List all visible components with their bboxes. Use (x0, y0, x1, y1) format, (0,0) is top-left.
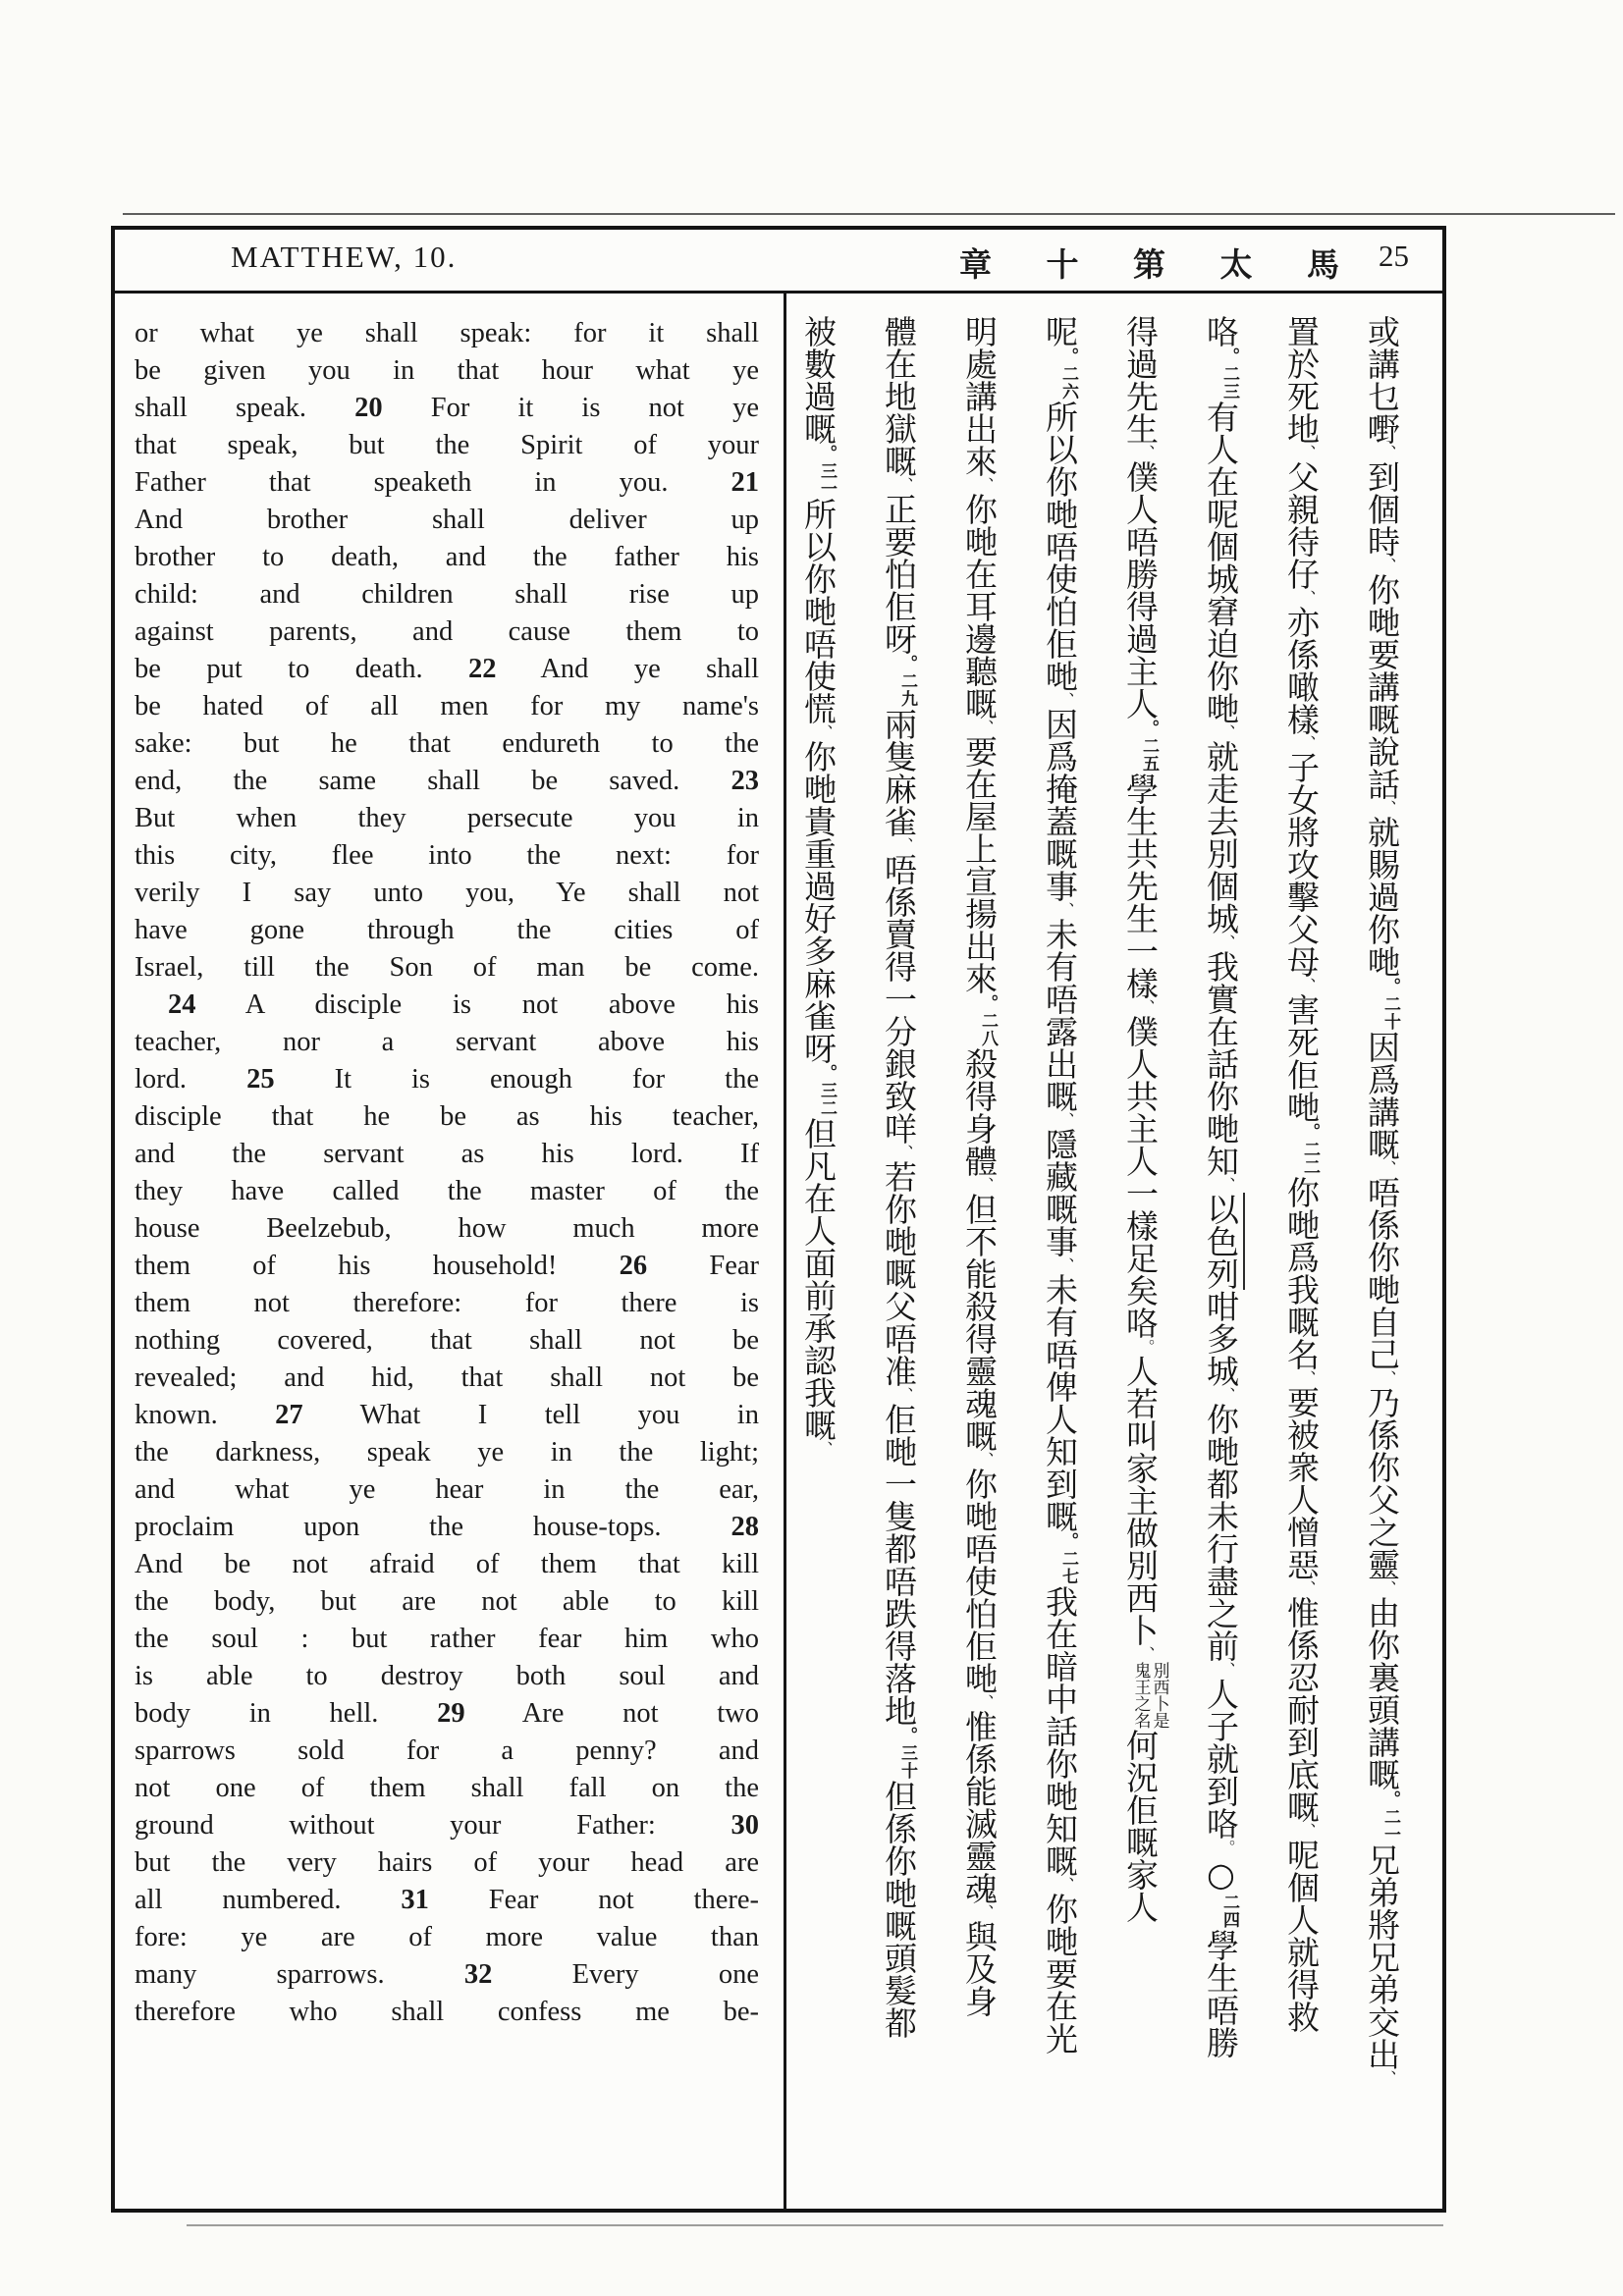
english-text-line: all numbered. 31 Fear not there- (135, 1885, 759, 1915)
punctuation-mark: 、 (976, 720, 995, 735)
english-text-line: them of his household! 26 Fear (135, 1251, 760, 1281)
punctuation-mark: 、 (1298, 1370, 1317, 1386)
chinese-text-run: 惟係忍耐到底嘅 (1282, 1596, 1321, 1823)
punctuation-mark: 、 (976, 1904, 995, 1920)
punctuation-mark: 、 (1379, 1160, 1397, 1176)
english-text-line: but the very hairs of your head are (135, 1847, 759, 1878)
english-text-line: disciple that he be as his teacher, (135, 1101, 759, 1132)
punctuation-mark: 、 (976, 477, 995, 493)
chinese-text-run: 學生唔勝 (1202, 1929, 1240, 2058)
punctuation-mark: 。 (1217, 1840, 1236, 1855)
english-text-line: proclaim upon the house-tops. 28 (135, 1512, 759, 1542)
punctuation-mark: 、 (976, 1177, 995, 1193)
page-body (115, 294, 1442, 2209)
chinese-text-run: 唔係賣得一分銀致咩 (880, 853, 918, 1145)
chinese-text-column (1350, 315, 1431, 2192)
english-text-line: be hated of all men for my name's (135, 691, 759, 721)
chinese-text-run: 得過先生 (1121, 315, 1160, 445)
english-text-line: 24 A disciple is not above his (168, 989, 759, 1020)
chinese-text-run: 你哋貴重過好多麻雀呀 (799, 740, 838, 1064)
english-text-line: is able to destroy both soul and (135, 1661, 759, 1691)
chinese-text-run: 明處講出來 (960, 315, 999, 477)
chinese-text-run: 我實在話你哋知 (1202, 950, 1240, 1177)
chinese-text-run: 殺得身體 (960, 1047, 999, 1177)
chinese-text-column (1109, 315, 1189, 2192)
chinese-text-run: 唔係你哋自己 (1363, 1176, 1401, 1370)
english-text-line: many sparrows. 32 Every one (135, 1959, 760, 1990)
chinese-text-run: 你哋唔使怕佢哋 (960, 1468, 999, 1694)
punctuation-mark: 、 (1217, 724, 1236, 740)
punctuation-mark: 、 (1137, 1646, 1156, 1662)
english-text-line: and the servant as his lord. If (135, 1139, 759, 1169)
chinese-text-run: 所以你哋唔使怕佢哋 (1041, 400, 1079, 692)
verse-number-marker: 。三一 (817, 445, 837, 498)
punctuation-mark: 、 (1298, 1580, 1317, 1596)
english-text-line: body in hell. 29 Are not two (135, 1698, 759, 1729)
english-text-line: house Beelzebub, how much more (135, 1213, 759, 1244)
verse-number-marker: 。二一 (1380, 1790, 1400, 1843)
english-text-line: sake: but he that endureth to the (135, 728, 759, 759)
punctuation-mark: 、 (1298, 978, 1317, 993)
punctuation-mark: 、 (1217, 1387, 1236, 1403)
english-text-line: be given you in that hour what ye (135, 355, 759, 386)
chinese-text-run: 但不能殺得靈魂嘅 (960, 1193, 999, 1452)
punctuation-mark: 、 (1217, 1662, 1236, 1678)
english-text-line: the body, but are not able to kill (135, 1586, 759, 1617)
english-text-line: And be not afraid of them that kill (135, 1549, 759, 1579)
english-text-line: have gone through the cities of (135, 915, 759, 945)
chinese-text-run: 被數過嘅 (799, 315, 838, 445)
english-text-line: nothing covered, that shall not be (135, 1325, 759, 1356)
chinese-text-run: 呢個人就得救 (1282, 1839, 1321, 2033)
verse-number-marker: 。三二 (817, 1064, 837, 1117)
chinese-text-run: 因爲講嘅 (1363, 1031, 1401, 1160)
english-text-line: fore: ye are of more value than (135, 1922, 759, 1952)
english-text-line: against parents, and cause them to (135, 616, 759, 647)
chinese-text-run: ○ (1202, 1855, 1240, 1894)
chinese-text-column (786, 315, 867, 2192)
english-text-line: shall speak. 20 For it is not ye (135, 393, 760, 423)
chinese-text-run: 要被衆人憎惡 (1282, 1386, 1321, 1580)
punctuation-mark: 、 (815, 724, 834, 740)
english-text-line: end, the same shall be saved. 23 (135, 766, 759, 796)
english-text-line: be put to death. 22 And ye shall (135, 654, 759, 684)
bottom-rule-artifact (187, 2224, 1443, 2226)
chinese-text-column (867, 315, 947, 2192)
chinese-text-run: 或講乜嘢 (1363, 315, 1401, 445)
punctuation-mark: 、 (1379, 558, 1397, 573)
punctuation-mark: 、 (1379, 2070, 1397, 2086)
punctuation-mark: 、 (1298, 735, 1317, 751)
punctuation-mark: 。 (1137, 1339, 1156, 1355)
punctuation-mark: 、 (1379, 1370, 1397, 1386)
verse-number-marker: 。二五 (1139, 720, 1159, 773)
chinese-text-run: 呢 (1041, 315, 1079, 347)
chinese-text-run: 你哋要講嘅說話 (1363, 573, 1401, 800)
chinese-text-run: 有人在呢個城窘迫你哋 (1202, 400, 1240, 724)
english-text-line: and what ye hear in the ear, (135, 1474, 759, 1505)
chinese-text-run: 佢哋一隻都唔跌得落地 (880, 1403, 918, 1727)
chinese-text-run: 你哋都未行盡之前 (1202, 1403, 1240, 1662)
punctuation-mark: 、 (1217, 934, 1236, 950)
chinese-text-run: 你哋在耳邊聽嘅 (960, 493, 999, 720)
verse-number-marker: 。三十 (897, 1727, 917, 1780)
english-text-line: teacher, nor a servant above his (135, 1027, 759, 1057)
english-text-line: ground without your Father: 30 (135, 1810, 759, 1841)
chinese-text-run: 置於死地 (1282, 315, 1321, 445)
verse-number-marker: 。二十 (1380, 978, 1400, 1031)
chinese-text-column (1189, 315, 1270, 2192)
punctuation-mark: 、 (895, 837, 914, 853)
verse-number-marker: 二四 (1219, 1894, 1239, 1929)
page-header (115, 230, 1442, 294)
verse-number-marker: 。二九 (897, 655, 917, 708)
chinese-text-run: 要在屋上宣揚出來 (960, 735, 999, 994)
running-title-english: MATTHEW, 10. (231, 240, 458, 274)
chinese-text-run: 正要怕佢呀 (880, 493, 918, 655)
punctuation-mark: 、 (1056, 1257, 1075, 1273)
chinese-text-run: 乃係你父之靈 (1363, 1386, 1401, 1580)
english-text-line: or what ye shall speak: for it shall (135, 318, 759, 348)
chinese-text-run: 隱藏嘅事 (1041, 1128, 1079, 1257)
chinese-text-run: 兩隻麻雀 (880, 708, 918, 837)
interlinear-note: 別西卜是 鬼王之名 (1130, 1662, 1169, 1729)
chinese-text-run: 何況佢嘅家人 (1121, 1729, 1160, 1923)
english-text-line: And brother shall deliver up (135, 505, 759, 535)
running-title-chinese: 章 十 第 太 馬 (959, 245, 1361, 284)
english-text-line: the darkness, speak ye in the light; (135, 1437, 759, 1468)
english-text-line: Israel, till the Son of man be come. (135, 952, 759, 983)
punctuation-mark: 、 (895, 1145, 914, 1160)
chinese-text-column (947, 315, 1028, 2192)
chinese-text-run: 未有唔俾人知到嘅 (1041, 1273, 1079, 1532)
chinese-text-run: 未有唔露出嘅 (1041, 918, 1079, 1112)
english-text-line: revealed; and hid, that shall not be (135, 1362, 759, 1393)
english-text-line: them not therefore: for there is (135, 1288, 759, 1318)
chinese-text-run: 亦係噉樣 (1282, 606, 1321, 735)
page-number: 25 (1379, 239, 1409, 273)
chinese-text-run: 咁多城 (1202, 1290, 1240, 1387)
chinese-text-run: 就走去別個城 (1202, 740, 1240, 934)
chinese-text-run: 兄弟將兄弟交出 (1363, 1843, 1401, 2070)
chinese-text-run: 到個時 (1363, 460, 1401, 558)
punctuation-mark: 、 (1379, 1580, 1397, 1596)
chinese-text-run: 體在地獄嘅 (880, 315, 918, 477)
english-text-line: this city, flee into the next: for (135, 840, 759, 871)
english-text-line: they have called the master of the (135, 1176, 759, 1206)
chinese-text-run: 但凡在人面前承認我嘅 (799, 1117, 838, 1441)
english-lines (135, 315, 759, 2031)
chinese-text-run: 惟係能滅靈魂 (960, 1710, 999, 1904)
punctuation-mark: 、 (1298, 1823, 1317, 1839)
english-text-line: But when they persecute you in (135, 803, 759, 833)
punctuation-mark: 、 (976, 1694, 995, 1710)
chinese-columns (786, 315, 1431, 2192)
punctuation-mark: 、 (1137, 445, 1156, 460)
punctuation-mark: 、 (1217, 1177, 1236, 1193)
chinese-text-run: 由你裏頭講嘅 (1363, 1596, 1401, 1790)
chinese-text-run: 若你哋嘅父唔准 (880, 1160, 918, 1387)
english-text-line: the soul : but rather fear him who (135, 1624, 759, 1654)
punctuation-mark: 、 (895, 1387, 914, 1403)
verse-number-marker: 。二七 (1058, 1532, 1078, 1585)
punctuation-mark: 、 (1137, 999, 1156, 1015)
chinese-text-run: 父親待仔 (1282, 460, 1321, 590)
punctuation-mark: 、 (1056, 692, 1075, 708)
chinese-text-run: 你哋要在光 (1041, 1893, 1079, 2055)
chinese-text-run: 人子就到咯 (1202, 1678, 1240, 1840)
punctuation-mark: 、 (1379, 445, 1397, 460)
english-text-line: therefore who shall confess me be- (135, 1997, 759, 2027)
verse-number-marker: 。二二 (1300, 1123, 1320, 1176)
chinese-text-run: 僕人唔勝得過主人 (1121, 460, 1160, 720)
verse-number-marker: 。二三 (1219, 347, 1239, 400)
verse-number-marker: 。二六 (1058, 347, 1078, 400)
chinese-text-run: 咯 (1202, 315, 1240, 347)
english-text-line: sparrows sold for a penny? and (135, 1735, 759, 1766)
chinese-text-run: 因爲掩蓋嘅事 (1041, 708, 1079, 902)
english-text-line: not one of them shall fall on the (135, 1773, 759, 1803)
page-border (111, 226, 1446, 2213)
chinese-text-run: 我在暗中話你哋知嘅 (1041, 1585, 1079, 1877)
punctuation-mark: 、 (815, 1441, 834, 1457)
punctuation-mark: 、 (1379, 800, 1397, 816)
proper-noun-text: 以色列 (1202, 1193, 1245, 1290)
chinese-text-run: 僕人共主人一樣足矣咯 (1121, 1015, 1160, 1339)
top-rule-artifact (123, 213, 1615, 215)
chinese-text-run: 子女將攻擊父母 (1282, 751, 1321, 978)
chinese-text-run: 就賜過你哋 (1363, 816, 1401, 978)
punctuation-mark: 、 (1056, 1112, 1075, 1128)
punctuation-mark: 、 (895, 477, 914, 493)
punctuation-mark: 、 (1298, 590, 1317, 606)
english-text-line: lord. 25 It is enough for the (135, 1064, 759, 1095)
english-text-line: known. 27 What I tell you in (135, 1400, 759, 1430)
verse-number-marker: 。二八 (978, 994, 998, 1047)
chinese-text-run: 學生共先生一樣 (1121, 773, 1160, 999)
chinese-text-run: 所以你哋唔使慌 (799, 498, 838, 724)
chinese-text-column (1270, 315, 1350, 2192)
english-text-line: child: and children shall rise up (135, 579, 759, 610)
chinese-text-column (1028, 315, 1109, 2192)
punctuation-mark: 、 (1298, 445, 1317, 460)
chinese-text-run: 但係你哋嘅頭髮都 (880, 1780, 918, 2039)
punctuation-mark: 、 (976, 1452, 995, 1468)
chinese-text-run: 你哋爲我嘅名 (1282, 1176, 1321, 1370)
english-text-line: brother to death, and the father his (135, 542, 759, 572)
punctuation-mark: 、 (1056, 1877, 1075, 1893)
chinese-text-run: 人若叫家主做別西卜 (1121, 1355, 1160, 1646)
english-text-line: verily I say unto you, Ye shall not (135, 878, 759, 908)
english-text-line: that speak, but the Spirit of your (135, 430, 759, 460)
chinese-text-run: 與及身 (960, 1920, 999, 2017)
punctuation-mark: 、 (1056, 902, 1075, 918)
english-text-line: Father that speaketh in you. 21 (135, 467, 759, 498)
chinese-text-run: 害死佢哋 (1282, 993, 1321, 1123)
